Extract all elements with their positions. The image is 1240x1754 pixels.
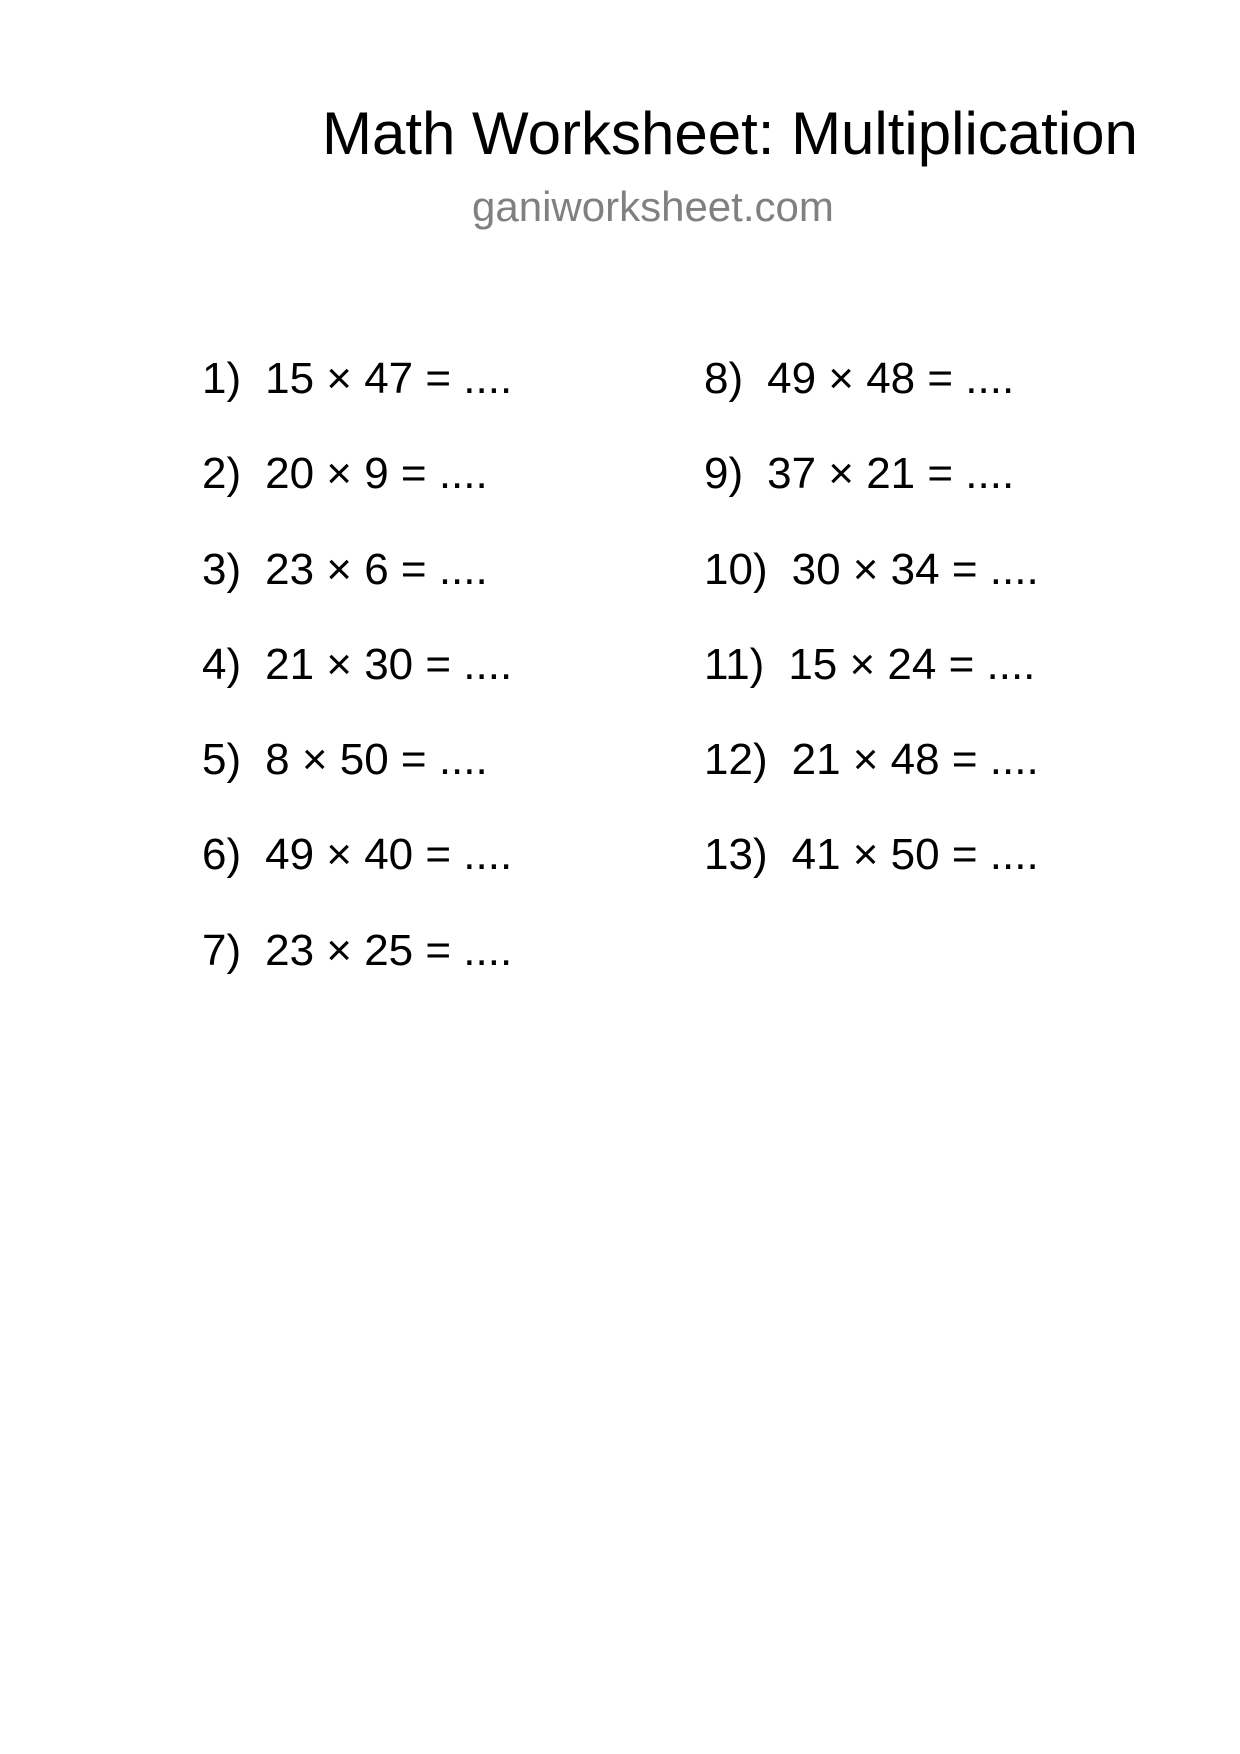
- problem-number: 3): [202, 544, 242, 594]
- problem-item: [202, 543, 512, 638]
- problem-number: 10): [704, 544, 768, 594]
- problem-number: 8): [704, 354, 744, 403]
- problem-item: [202, 733, 512, 828]
- problem-expression: 49 × 40 = ....: [265, 830, 513, 880]
- problem-number: 9): [704, 449, 744, 499]
- page-title: Math Worksheet: Multiplication: [322, 100, 1138, 167]
- problem-number: 5): [202, 735, 242, 785]
- problem-item: [202, 352, 512, 447]
- problem-expression: 23 × 25 = ....: [265, 925, 513, 975]
- problem-number: 12): [704, 735, 768, 785]
- problem-number: 6): [202, 830, 242, 880]
- problem-expression: 21 × 48 = ....: [791, 735, 1039, 785]
- problem-item: [202, 924, 512, 1019]
- problem-item: [704, 543, 1039, 638]
- problem-item: [202, 828, 512, 923]
- problem-expression: 23 × 6 = ....: [265, 544, 488, 594]
- problem-item: [202, 638, 512, 733]
- problem-item: [704, 352, 1039, 447]
- problem-number: 2): [202, 449, 242, 499]
- problem-number: 13): [704, 830, 768, 880]
- problem-expression: 49 × 48 = ....: [767, 354, 1015, 403]
- problem-item: [704, 733, 1039, 828]
- problem-expression: 21 × 30 = ....: [265, 639, 513, 689]
- problem-item: [704, 447, 1039, 542]
- problem-number: 4): [202, 639, 242, 689]
- problem-number: 7): [202, 925, 242, 975]
- problem-number: 1): [202, 354, 242, 403]
- site-watermark: ganiworksheet.com: [472, 183, 834, 230]
- problem-expression: 8 × 50 = ....: [265, 735, 488, 785]
- problem-expression: 37 × 21 = ....: [767, 449, 1015, 499]
- problem-item: [704, 828, 1039, 923]
- problem-number: 11): [704, 639, 765, 689]
- problem-expression: 41 × 50 = ....: [791, 830, 1039, 880]
- problems-right-column: [704, 352, 1039, 924]
- problem-item: [202, 447, 512, 542]
- problem-expression: 15 × 24 = ....: [788, 639, 1036, 689]
- problem-item: [704, 638, 1039, 733]
- problem-expression: 20 × 9 = ....: [265, 449, 488, 499]
- problem-expression: 30 × 34 = ....: [791, 544, 1039, 594]
- problems-left-column: [202, 352, 512, 1019]
- problem-expression: 15 × 47 = ....: [265, 354, 513, 403]
